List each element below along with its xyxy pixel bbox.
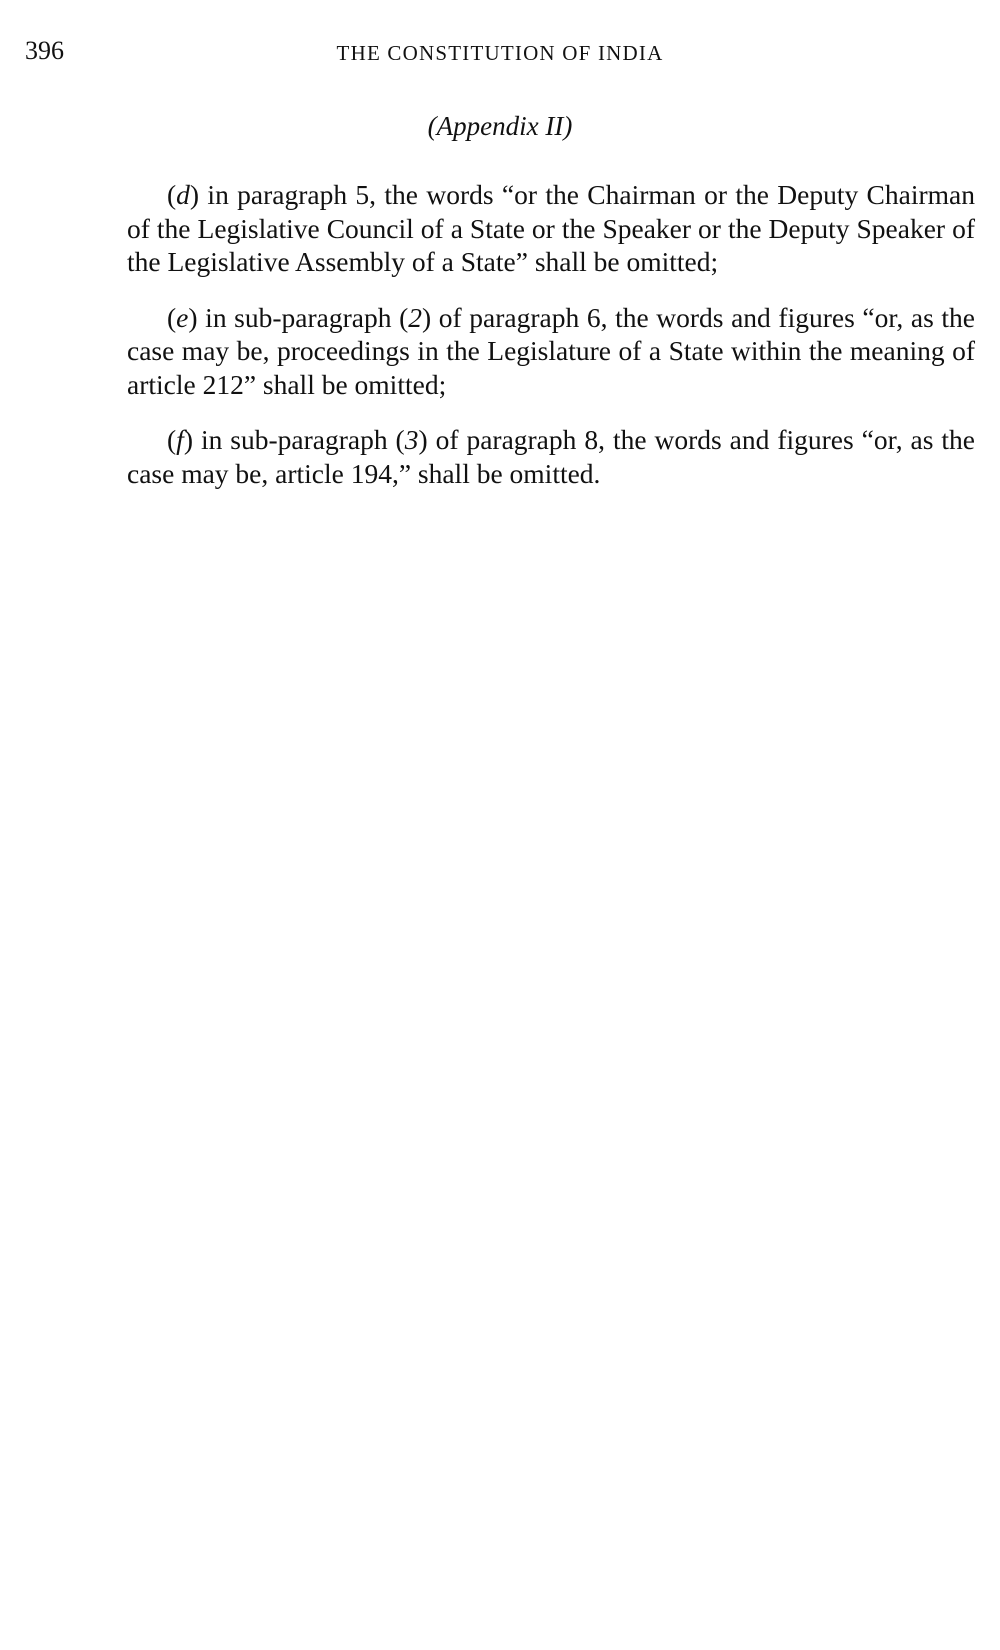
- clause-e-open-paren: (: [167, 301, 177, 333]
- running-head: THE CONSTITUTION OF INDIA: [336, 41, 664, 65]
- clause-f-text-pre: in sub-paragraph (: [192, 424, 405, 455]
- clause-f: [127, 423, 975, 490]
- section-title: (Appendix II): [427, 111, 573, 141]
- document-body: [127, 178, 975, 512]
- clause-e-subpara-number: 2: [408, 301, 422, 333]
- clause-d-letter: d: [176, 179, 190, 210]
- clause-f-letter: f: [176, 424, 184, 455]
- clause-f-open-paren: (: [167, 424, 177, 455]
- clause-f-close-paren: ): [183, 424, 193, 455]
- clause-d-close-paren: ): [189, 179, 200, 210]
- clause-f-subpara-number: 3: [404, 424, 419, 455]
- page-number: 396: [25, 36, 64, 65]
- clause-e-close-paren: ): [188, 301, 198, 333]
- clause-e: [127, 301, 975, 402]
- clause-d-text: in paragraph 5, the words “or the Chairman or the Deputy Chairman of the Legislative Council of a State or the Speaker or the Deputy Speaker of the Legislative Assembly of a State” shall be omitted;: [127, 179, 975, 277]
- clause-e-letter: e: [176, 301, 189, 333]
- clause-d: [127, 178, 975, 279]
- clause-e-text-pre: in sub-paragraph (: [197, 301, 409, 333]
- clause-d-open-paren: (: [167, 179, 177, 210]
- clause-f-text-post: ) of paragraph 8, the words and figures “or, as the case may be, article 194,” shall be omitted.: [127, 424, 975, 489]
- clause-e-text-post: ) of paragraph 6, the words and figures “or, as the case may be, proceedings in the Legislature of a State within the meaning of article 212” shall be omitted;: [127, 301, 976, 400]
